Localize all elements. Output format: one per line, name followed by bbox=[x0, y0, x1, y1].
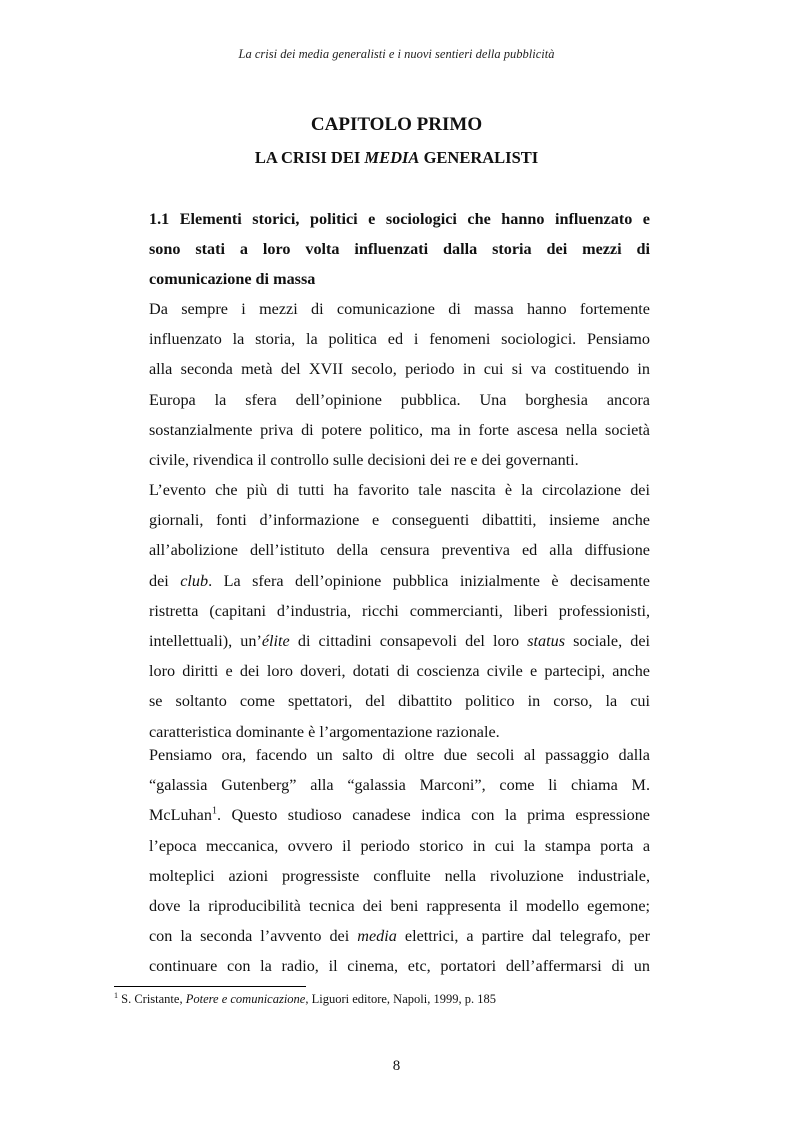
text-line: ristretta (capitani d’industria, ricchi commercianti, liberi professionisti, bbox=[149, 601, 650, 620]
footnote-title: Potere e comunicazione bbox=[185, 992, 306, 1006]
page-number: 8 bbox=[392, 1058, 401, 1074]
section-heading-line: comunicazione di massa bbox=[149, 270, 316, 289]
italic-term: élite bbox=[261, 632, 290, 651]
footnote-ref[interactable]: 1 bbox=[211, 806, 217, 818]
footnote-number: 1 bbox=[114, 990, 118, 1000]
text-line: L’evento che più di tutti ha favorito tale nascita è la circolazione dei bbox=[149, 481, 650, 499]
text-line: intellettuali), un’élite di cittadini consapevoli del loro status sociale, dei bbox=[149, 632, 651, 651]
text-line: dove la riproducibilità tecnica dei beni rappresenta il modello egemone; bbox=[149, 897, 650, 916]
running-header: La crisi dei media generalisti e i nuovi sentieri della pubblicità bbox=[238, 47, 555, 61]
italic-term: status bbox=[527, 632, 566, 651]
text-line: giornali, fonti d’informazione e conseguenti dibattiti, insieme anche bbox=[149, 511, 650, 530]
text-line: dei club. La sfera dell’opinione pubblica inizialmente è decisamente bbox=[149, 571, 650, 590]
italic-term: media bbox=[357, 927, 397, 946]
text-line: continuare con la radio, il cinema, etc, portatori dell’affermarsi di un bbox=[149, 957, 650, 976]
text-line: alla seconda metà del XVII secolo, periodo in cui si va costituendo in bbox=[149, 360, 650, 379]
text-line: Da sempre i mezzi di comunicazione di massa hanno fortemente bbox=[149, 300, 650, 318]
section-heading-line: 1.1 Elementi storici, politici e sociologici che hanno influenzato e bbox=[149, 210, 650, 228]
text-line: all’abolizione dell’istituto della censura preventiva ed alla diffusione bbox=[149, 541, 650, 560]
section-heading bbox=[149, 204, 650, 295]
text-line: sostanzialmente priva di potere politico, ma in forte ascesa nella società bbox=[149, 420, 650, 439]
text-line: l’epoca meccanica, ovvero il periodo storico in cui la stampa porta a bbox=[149, 836, 650, 855]
text-line: caratteristica dominante è l’argomentazione razionale. bbox=[149, 722, 500, 741]
paragraph-3 bbox=[149, 740, 650, 982]
footnote-divider bbox=[114, 986, 306, 987]
footnote: $^1$ S. Cristante, Potere e comunicazione, Liguori editore, Napoli, 1999, p. 185 bbox=[114, 990, 496, 1006]
text-line: molteplici azioni progressiste confluite nella rivoluzione industriale, bbox=[149, 866, 650, 885]
text-line: Europa la sfera dell’opinione pubblica. Una borghesia ancora bbox=[149, 390, 650, 409]
paragraph-1 bbox=[149, 294, 650, 475]
chapter-subtitle: LA CRISI DEI MEDIA GENERALISTI bbox=[254, 148, 539, 167]
text-line: se soltanto come spettatori, del dibattito politico in corso, la cui bbox=[149, 692, 650, 711]
text-line: Pensiamo ora, facendo un salto di oltre due secoli al passaggio dalla bbox=[149, 746, 650, 764]
text-line: con la seconda l’avvento dei media elettrici, a partire dal telegrafo, per bbox=[149, 927, 650, 946]
text-line: loro diritti e dei loro doveri, dotati di coscienza civile e partecipi, anche bbox=[149, 662, 650, 681]
text-line: “galassia Gutenberg” alla “galassia Marconi”, come li chiama M. bbox=[149, 776, 650, 795]
section-heading-line: sono stati a loro volta influenzati dalla storia dei mezzi di bbox=[149, 240, 650, 259]
text-line: McLuhan$^1$. Questo studioso canadese indica con la prima espressione bbox=[149, 806, 650, 825]
chapter-title: CAPITOLO PRIMO bbox=[310, 114, 483, 135]
paragraph-2 bbox=[149, 475, 650, 747]
italic-term: club bbox=[180, 571, 209, 590]
text-line: influenzato la storia, la politica ed i fenomeni sociologici. Pensiamo bbox=[149, 330, 650, 349]
text-line: civile, rivendica il controllo sulle decisioni dei re e dei governanti. bbox=[149, 451, 579, 470]
